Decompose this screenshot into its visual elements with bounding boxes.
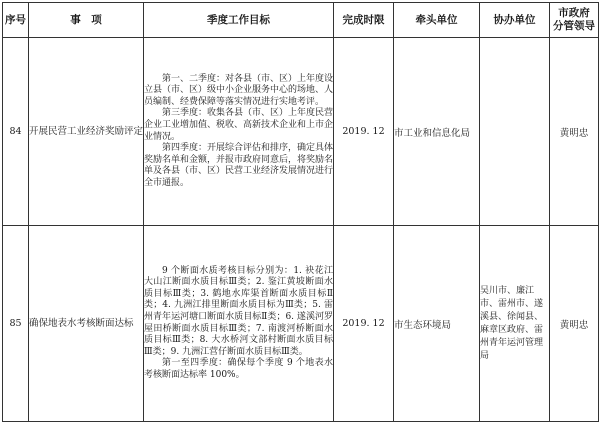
header-assist-unit: 协办单位 <box>480 3 550 38</box>
row-leader: 黄明忠 <box>550 226 599 422</box>
row-lead-unit: 市工业和信息化局 <box>394 38 480 226</box>
goal-paragraph: 第四季度：开展综合评估和排序，确定具体奖励名单和金额，并报市政府同意后，将奖励名单及各县（市、区）民营工业经济发展情况进行全市通报。 <box>144 143 334 188</box>
header-item: 事 项 <box>29 3 144 38</box>
table-row <box>3 226 599 422</box>
row-deadline: 2019. 12 <box>334 38 394 226</box>
row-assist-unit: 吴川市、廉江市、雷州市、遂溪县、徐闻县、麻章区政府、雷州青年运河管理局 <box>480 226 550 422</box>
row-goal <box>144 38 334 226</box>
row-index: 85 <box>3 226 29 422</box>
goal-paragraph: 第一、二季度：对各县（市、区）上年度设立县（市、区）级中小企业服务中心的场地、人员编制、经费保障等落实情况进行实地考评。 <box>144 73 334 107</box>
header-leader-line1: 市政府 <box>558 7 590 20</box>
row-lead-unit: 市生态环境局 <box>394 226 480 422</box>
row-goal <box>144 226 334 422</box>
work-goals-table <box>2 2 599 422</box>
header-leader-line2: 分管领导 <box>553 20 595 32</box>
goal-paragraph: 第三季度：收集各县（市、区）上年度民营企业工业增加值、税收、高新技术企业和上市企业情况。 <box>144 108 334 142</box>
row-item: 确保地表水考核断面达标 <box>29 226 144 422</box>
header-deadline: 完成时限 <box>334 3 394 38</box>
header-goal: 季度工作目标 <box>144 3 334 38</box>
header-leader <box>550 3 599 38</box>
row-assist-unit <box>480 38 550 226</box>
header-index: 序号 <box>3 3 29 38</box>
header-row <box>3 3 599 38</box>
table-row <box>3 38 599 226</box>
row-index: 84 <box>3 38 29 226</box>
row-item: 开展民营工业经济奖励评定 <box>29 38 144 226</box>
row-deadline: 2019. 12 <box>334 226 394 422</box>
row-leader: 黄明忠 <box>550 38 599 226</box>
goal-paragraph: 第一至四季度：确保每个季度 9 个地表水考核断面达标率 100%。 <box>144 358 333 380</box>
header-lead-unit: 牵头单位 <box>394 3 480 38</box>
goal-paragraph: 9 个断面水质考核目标分别为：1. 袂花江大山江断面水质目标Ⅲ类；2. 鉴江黄坡断面水质目标Ⅲ类；3. 鹤地水库渠首断面水质目标Ⅱ类；4. 九洲江排里断面水质目标为Ⅲ类；5. 雷州青年运河塘口断面水质目标Ⅱ类；6. 遂溪河罗屋田桥断面水质目标Ⅲ类；7. 南渡河桥断面水质目标Ⅲ类；8. 大水桥河文部村断面水质目标Ⅲ类；9. 九洲江营仔断面水质目标Ⅲ类。 <box>144 265 333 357</box>
